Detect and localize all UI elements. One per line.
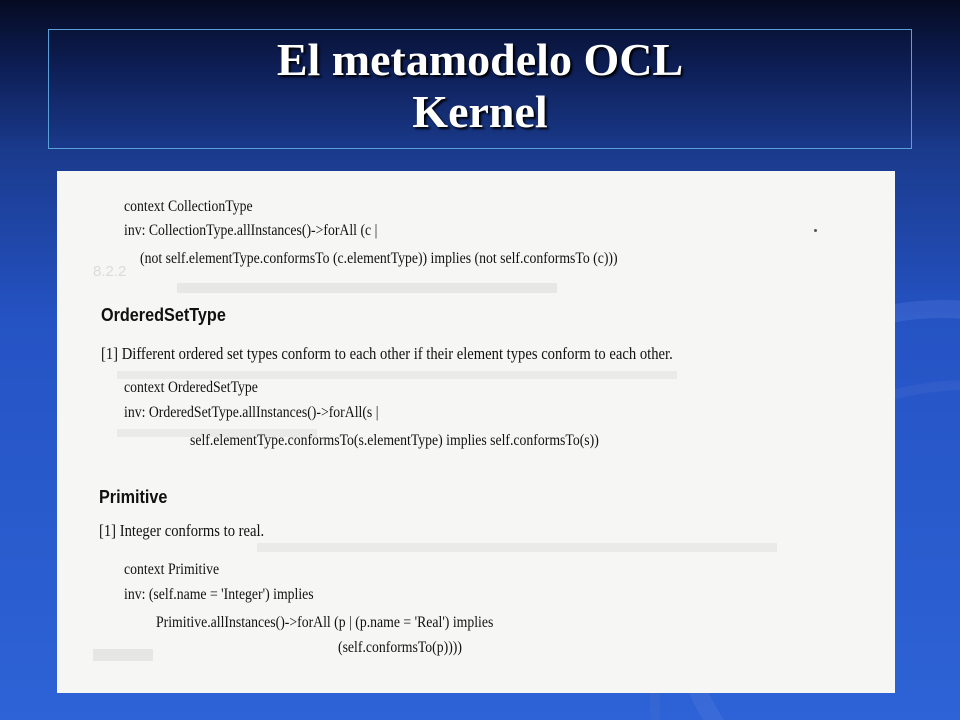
constraint-rule: [1] Different ordered set types conform to each other if their element types conform to each other. bbox=[101, 344, 673, 363]
code-line: context OrderedSetType bbox=[124, 379, 258, 396]
code-line: context Primitive bbox=[124, 561, 220, 578]
slide-title-line-1: El metamodelo OCL bbox=[276, 34, 684, 85]
code-line: Primitive.allInstances()->forAll (p | (p.name = 'Real') implies bbox=[156, 614, 494, 631]
bleed-through-text bbox=[93, 649, 153, 661]
constraint-rule: [1] Integer conforms to real. bbox=[99, 521, 265, 540]
slide-title bbox=[48, 29, 912, 149]
scanned-spec-page bbox=[57, 171, 895, 693]
slide-title-line-2: Kernel bbox=[412, 86, 548, 137]
code-line: inv: (self.name = 'Integer') implies bbox=[124, 586, 314, 603]
code-line: self.elementType.conformsTo(s.elementType) implies self.conformsTo(s)) bbox=[190, 432, 599, 449]
scan-speck bbox=[814, 229, 817, 232]
bleed-through-text: 8.2.2 bbox=[93, 263, 373, 280]
bleed-through-text bbox=[117, 371, 677, 379]
code-line: (not self.elementType.conformsTo (c.elementType)) implies (not self.conformsTo (c))) bbox=[140, 250, 618, 267]
bleed-through-text bbox=[177, 283, 557, 293]
code-line: inv: CollectionType.allInstances()->forAll (c | bbox=[124, 222, 378, 239]
section-heading-primitive: Primitive bbox=[99, 487, 168, 507]
code-line: inv: OrderedSetType.allInstances()->forAll(s | bbox=[124, 404, 379, 421]
section-heading-orderedsettype: OrderedSetType bbox=[101, 305, 226, 325]
bleed-through-text bbox=[257, 543, 777, 552]
code-line: context CollectionType bbox=[124, 198, 253, 215]
code-line: (self.conformsTo(p)))) bbox=[338, 639, 462, 656]
